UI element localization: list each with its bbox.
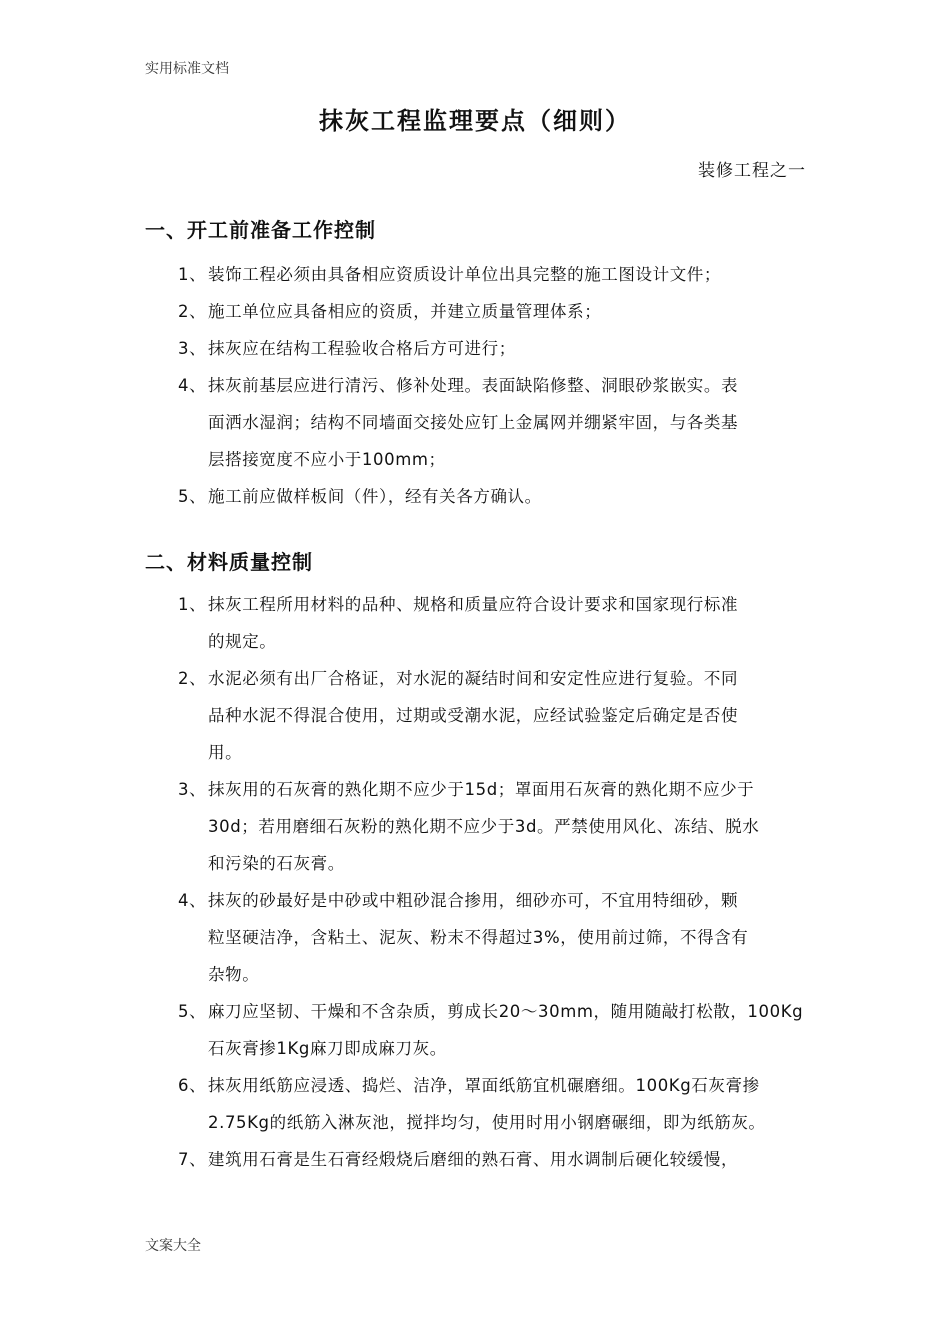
- item-number: 6、: [178, 1076, 207, 1095]
- list-item: [178, 882, 814, 993]
- preparation-item-list: [178, 256, 814, 515]
- item-number: 5、: [178, 487, 207, 506]
- item-number: 5、: [178, 1002, 207, 1021]
- list-item: [178, 993, 814, 1067]
- item-text: 装饰工程必须由具备相应资质设计单位出具完整的施工图设计文件；: [208, 265, 721, 284]
- item-text: 抹灰用的石灰膏的熟化期不应少于15d；罩面用石灰膏的熟化期不应少于 30d；若用磨细石灰粉的熟化期不应少于3d。严禁使用风化、冻结、脱水 和污染的石灰膏。: [208, 780, 760, 873]
- item-number: 3、: [178, 780, 207, 799]
- page-footer: 文案大全: [145, 1238, 201, 1254]
- item-text: 抹灰的砂最好是中砂或中粗砂混合掺用，细砂亦可，不宜用特细砂，颗 粒坚硬洁净，含粘土、泥灰、粉末不得超过3%，使用前过筛，不得含有 杂物。: [208, 891, 749, 984]
- item-number: 4、: [178, 891, 207, 910]
- list-item: [178, 660, 814, 771]
- item-number: 2、: [178, 669, 207, 688]
- item-text: 抹灰应在结构工程验收合格后方可进行；: [208, 339, 516, 358]
- item-text: 抹灰前基层应进行清污、修补处理。表面缺陷修整、洞眼砂浆嵌实。表 面洒水湿润；结构不同墙面交接处应钉上金属网并绷紧牢固，与各类基 层搭接宽度不应小于100mm；: [208, 376, 739, 469]
- list-item: [178, 478, 814, 515]
- item-text: 抹灰用纸筋应浸透、捣烂、洁净，罩面纸筋宜机碾磨细。100Kg石灰膏掺 2.75Kg的纸筋入淋灰池，搅拌均匀，使用时用小钢磨碾细，即为纸筋灰。: [208, 1076, 766, 1132]
- list-item: [178, 256, 814, 293]
- item-number: 7、: [178, 1150, 207, 1169]
- list-item: [178, 586, 814, 660]
- list-item: [178, 330, 814, 367]
- section-heading-materials: 二、材料质量控制: [145, 550, 313, 574]
- document-subtitle: 装修工程之一: [698, 161, 806, 181]
- document-title: 抹灰工程监理要点（细则）: [319, 107, 631, 135]
- item-text: 抹灰工程所用材料的品种、规格和质量应符合设计要求和国家现行标准 的规定。: [208, 595, 739, 651]
- item-number: 4、: [178, 376, 207, 395]
- item-text: 水泥必须有出厂合格证，对水泥的凝结时间和安定性应进行复验。不同 品种水泥不得混合使用，过期或受潮水泥，应经试验鉴定后确定是否使 用。: [208, 669, 739, 762]
- item-number: 1、: [178, 595, 207, 614]
- page-header: 实用标准文档: [145, 61, 229, 77]
- section-heading-preparation: 一、开工前准备工作控制: [145, 218, 376, 242]
- item-number: 2、: [178, 302, 207, 321]
- item-text: 麻刀应坚韧、干燥和不含杂质，剪成长20～30mm，随用随敲打松散，100Kg 石灰膏掺1Kg麻刀即成麻刀灰。: [208, 1002, 804, 1058]
- list-item: [178, 771, 814, 882]
- materials-item-list: [178, 586, 814, 1178]
- list-item: [178, 293, 814, 330]
- item-number: 3、: [178, 339, 207, 358]
- list-item: [178, 1067, 814, 1141]
- list-item: [178, 367, 814, 478]
- item-number: 1、: [178, 265, 207, 284]
- list-item: [178, 1141, 814, 1178]
- item-text: 施工前应做样板间（件），经有关各方确认。: [208, 487, 542, 506]
- item-text: 施工单位应具备相应的资质，并建立质量管理体系；: [208, 302, 602, 321]
- item-text: 建筑用石膏是生石膏经煅烧后磨细的熟石膏、用水调制后硬化较缓慢，: [208, 1150, 739, 1169]
